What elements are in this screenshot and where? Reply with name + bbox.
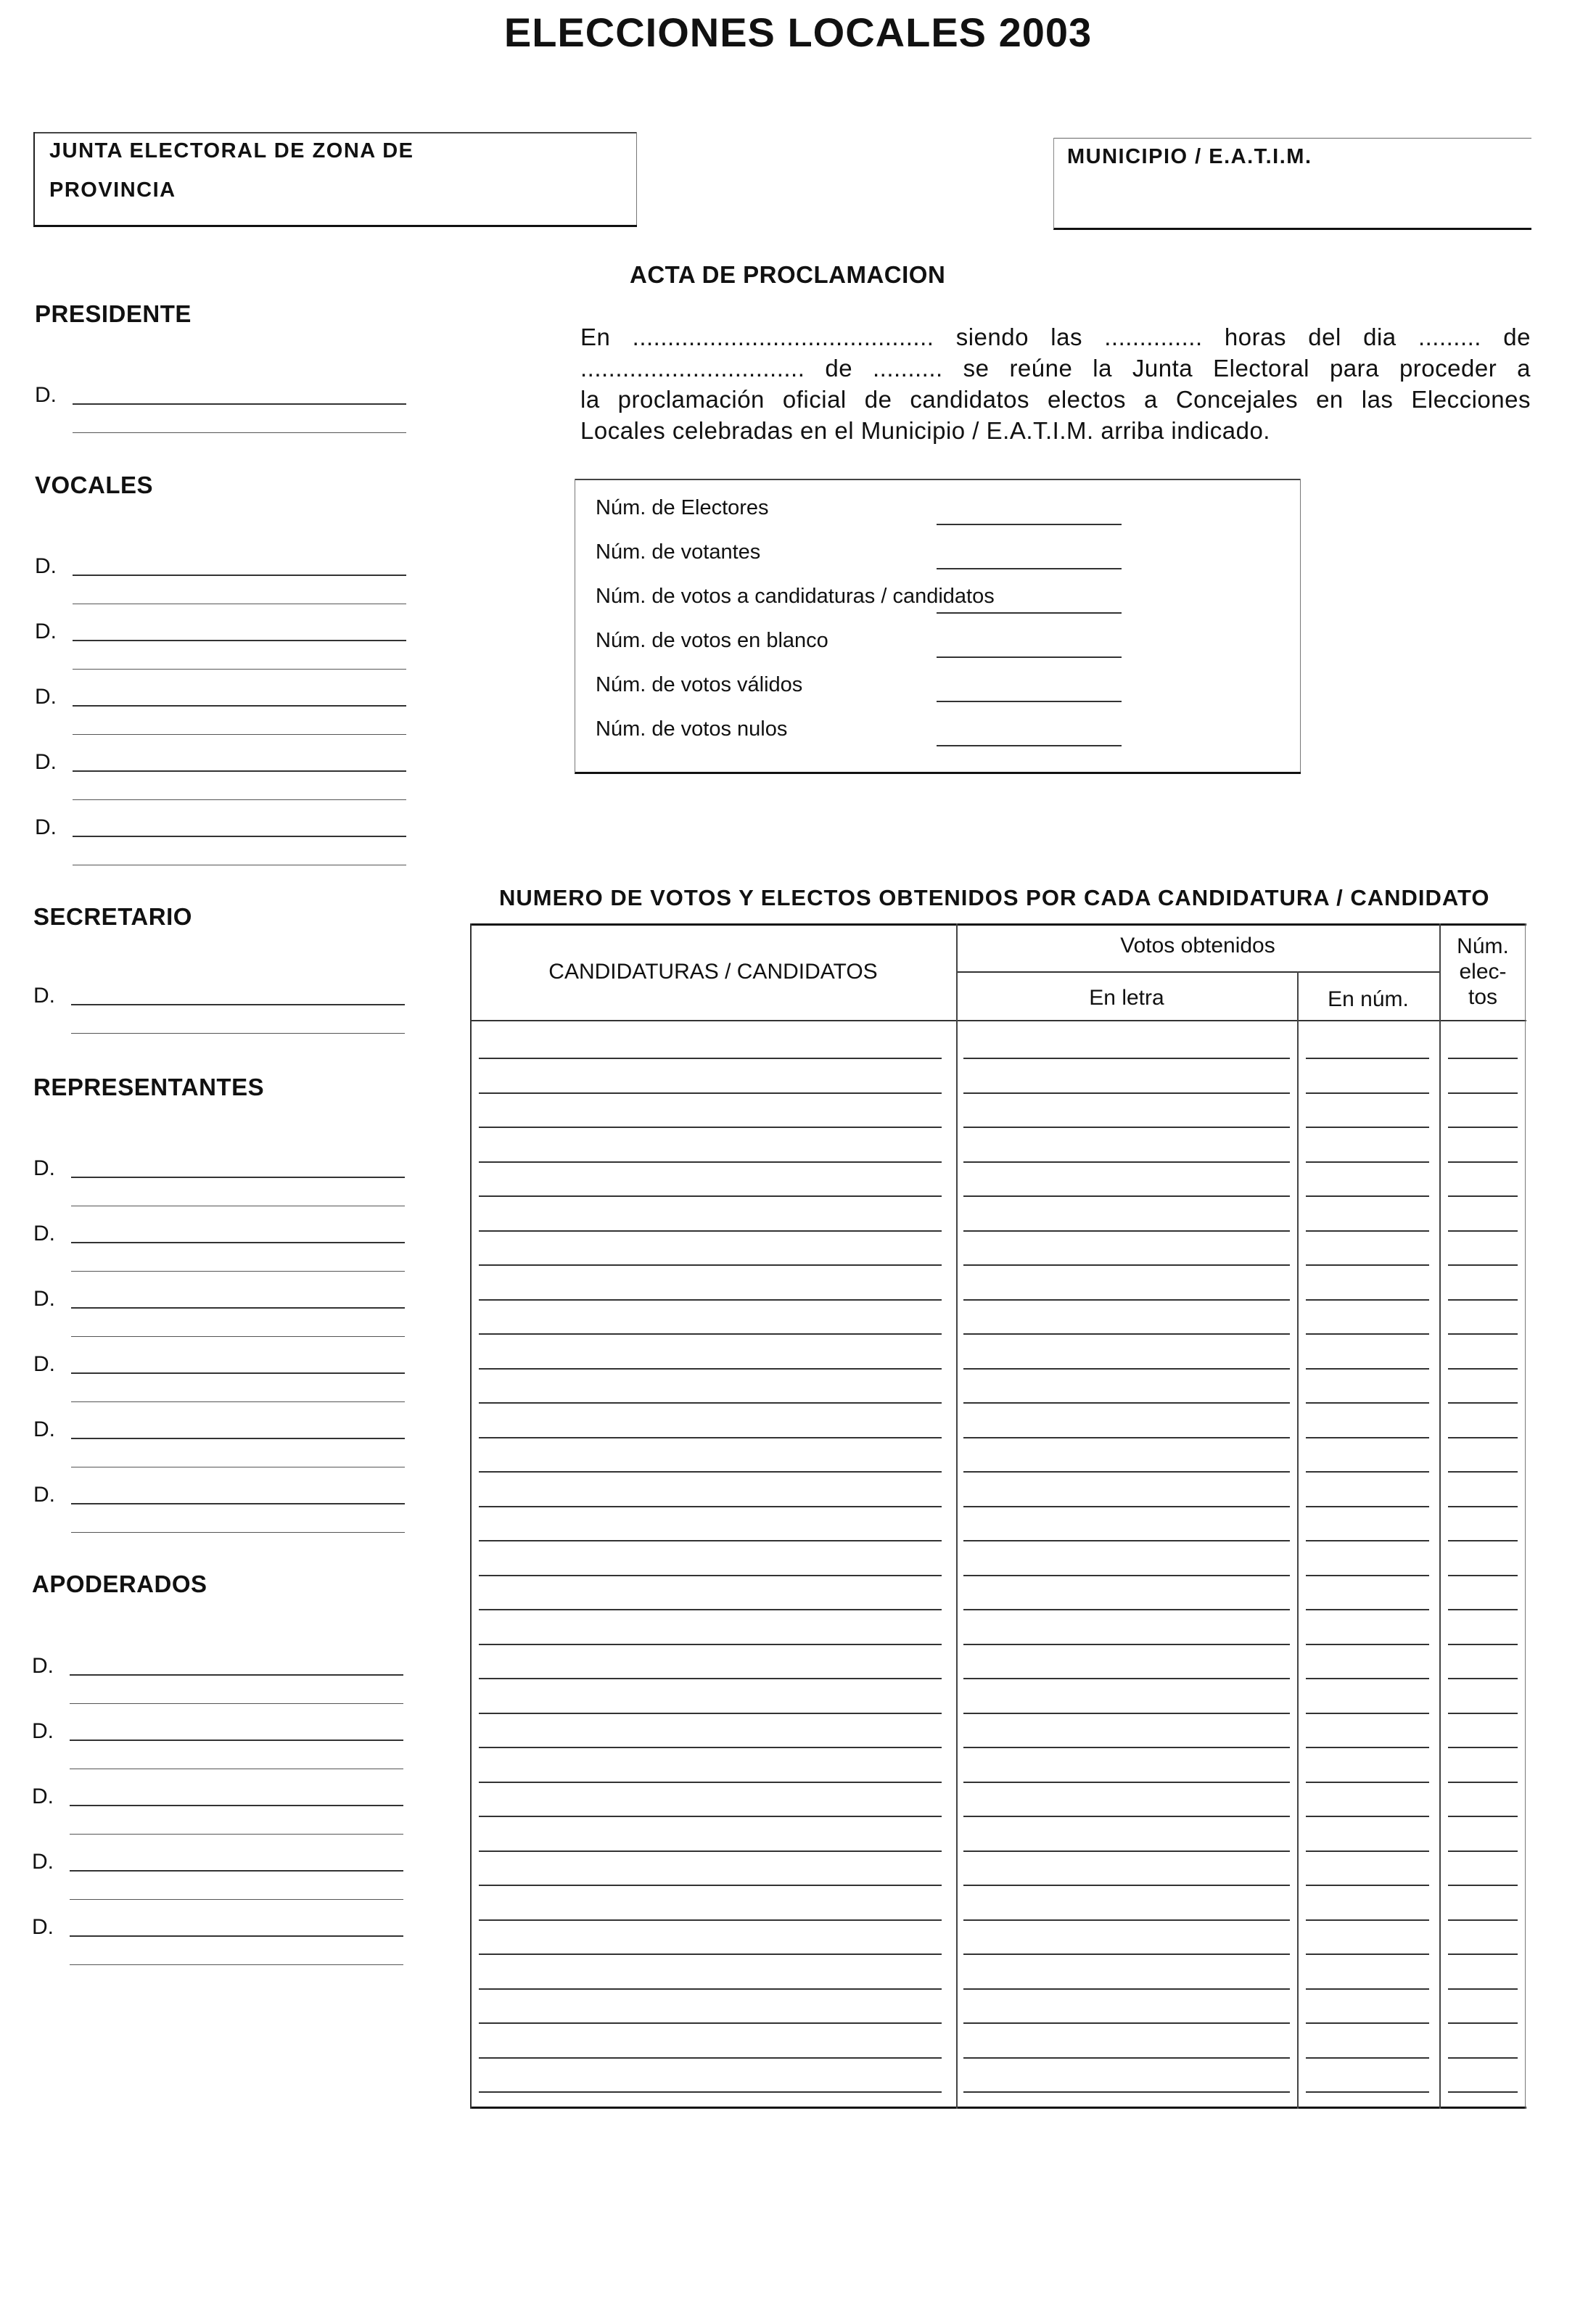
acta-paragraph (580, 321, 1531, 446)
signature-name-line[interactable] (71, 1372, 405, 1374)
table-row-line[interactable] (1306, 1402, 1429, 1404)
signature-name-line[interactable] (73, 770, 406, 772)
table-row-line[interactable] (479, 1609, 942, 1610)
table-row-line[interactable] (1448, 1782, 1518, 1783)
table-row-line[interactable] (1306, 1506, 1429, 1507)
signature-d-label: D. (33, 1222, 55, 1246)
table-row-line[interactable] (1306, 1058, 1429, 1059)
table-row-line[interactable] (479, 1127, 942, 1128)
table-row-line[interactable] (1306, 2091, 1429, 2093)
signature-d-label: D. (33, 1483, 55, 1507)
table-row-line[interactable] (1448, 1850, 1518, 1852)
table-row-line[interactable] (1448, 1609, 1518, 1610)
table-row-line[interactable] (963, 1230, 1290, 1232)
table-row-line[interactable] (479, 1540, 942, 1541)
table-row-line[interactable] (479, 1816, 942, 1817)
table-row-line[interactable] (963, 1713, 1290, 1714)
signature-d-label: D. (33, 1352, 55, 1376)
table-row-line[interactable] (1306, 1816, 1429, 1817)
table-row-line[interactable] (1448, 1919, 1518, 1921)
count-label: Núm. de Electores (596, 496, 769, 519)
table-row-line[interactable] (479, 1575, 942, 1576)
table-row-line[interactable] (1306, 1299, 1429, 1301)
signature-name-line[interactable] (70, 1740, 403, 1741)
signature-name-line[interactable] (71, 1242, 405, 1243)
table-row-line[interactable] (479, 1953, 942, 1955)
signature-name-line[interactable] (73, 799, 406, 800)
table-row-line[interactable] (1306, 1644, 1429, 1645)
table-row-line[interactable] (1306, 1195, 1429, 1197)
signature-name-line[interactable] (71, 1177, 405, 1178)
table-row-line[interactable] (479, 1713, 942, 1714)
table-row-line[interactable] (479, 1919, 942, 1921)
table-row-line[interactable] (1306, 1127, 1429, 1128)
table-row-line[interactable] (1306, 1540, 1429, 1541)
table-row-line[interactable] (1448, 1988, 1518, 1990)
table-row-line[interactable] (1306, 1953, 1429, 1955)
table-row-line[interactable] (479, 1195, 942, 1197)
table-row-line[interactable] (1306, 1368, 1429, 1370)
table-row-line[interactable] (479, 1782, 942, 1783)
count-label: Núm. de votos nulos (596, 717, 788, 741)
table-row-line[interactable] (963, 1402, 1290, 1404)
count-input-line[interactable] (937, 612, 1122, 614)
count-row (596, 717, 1292, 746)
table-row-line[interactable] (963, 1747, 1290, 1748)
table-row-line[interactable] (963, 2022, 1290, 2024)
document-title: ELECCIONES LOCALES 2003 (503, 9, 1093, 55)
secretario-heading: SECRETARIO (33, 903, 192, 930)
count-input-line[interactable] (937, 745, 1122, 746)
table-row-line[interactable] (1448, 1747, 1518, 1748)
junta-electoral-label: JUNTA ELECTORAL DE ZONA DE (49, 139, 414, 162)
table-row-line[interactable] (1448, 1506, 1518, 1507)
table-row-line[interactable] (963, 1506, 1290, 1507)
table-row-line[interactable] (479, 2022, 942, 2024)
count-input-line[interactable] (937, 524, 1122, 525)
table-row-line[interactable] (1448, 1885, 1518, 1886)
acta-line: En ........................................... siendo las .............. horas del dia ......... de (580, 324, 1531, 350)
table-row-line[interactable] (963, 1127, 1290, 1128)
table-row-line[interactable] (963, 1333, 1290, 1335)
table-row-line[interactable] (1306, 1885, 1429, 1886)
signature-name-line[interactable] (70, 1899, 403, 1900)
table-row-line[interactable] (1306, 1850, 1429, 1852)
table-row-line[interactable] (479, 1850, 942, 1852)
table-row-line[interactable] (963, 1092, 1290, 1094)
count-input-line[interactable] (937, 568, 1122, 569)
signature-d-label: D. (35, 383, 57, 407)
table-row-line[interactable] (963, 2057, 1290, 2059)
signature-name-line[interactable] (70, 1834, 403, 1835)
table-row-line[interactable] (1306, 1919, 1429, 1921)
signature-d-label: D. (33, 1287, 55, 1311)
table-row-line[interactable] (1448, 1333, 1518, 1335)
table-row-line[interactable] (479, 1437, 942, 1438)
signature-d-label: D. (32, 1654, 54, 1678)
table-row-line[interactable] (1448, 1230, 1518, 1232)
table-row-line[interactable] (479, 1333, 942, 1335)
signature-d-label: D. (35, 554, 57, 578)
signature-name-line[interactable] (70, 1870, 403, 1872)
count-label: Núm. de votantes (596, 540, 761, 564)
table-row-line[interactable] (963, 1850, 1290, 1852)
table-row-line[interactable] (1306, 1333, 1429, 1335)
table-row-line[interactable] (1448, 2057, 1518, 2059)
table-row-line[interactable] (963, 1678, 1290, 1679)
table-row-line[interactable] (963, 1368, 1290, 1370)
table-row-line[interactable] (1306, 1713, 1429, 1714)
signature-name-line[interactable] (71, 1004, 405, 1005)
results-title: NUMERO DE VOTOS Y ELECTOS OBTENIDOS POR CADA CANDIDATURA / CANDIDATO (499, 885, 1490, 910)
signature-name-line[interactable] (71, 1532, 405, 1533)
table-row-line[interactable] (1306, 1161, 1429, 1163)
municipio-box (1053, 138, 1531, 230)
signature-d-label: D. (32, 1719, 54, 1743)
table-row-line[interactable] (1448, 1953, 1518, 1955)
junta-electoral-box (33, 132, 637, 227)
column-header-votos-obtenidos: Votos obtenidos (1120, 934, 1275, 958)
table-row-line[interactable] (1448, 1816, 1518, 1817)
count-row (596, 673, 1292, 702)
count-label: Núm. de votos válidos (596, 673, 803, 696)
table-row-line[interactable] (963, 1161, 1290, 1163)
signature-d-label: D. (35, 815, 57, 839)
table-row-line[interactable] (1306, 2022, 1429, 2024)
table-row-line[interactable] (963, 1575, 1290, 1576)
table-row-line[interactable] (963, 1540, 1290, 1541)
table-row-line[interactable] (479, 1264, 942, 1266)
table-row-line[interactable] (1448, 1678, 1518, 1679)
table-row-line[interactable] (1448, 1368, 1518, 1370)
count-row (596, 496, 1292, 525)
signature-d-label: D. (35, 685, 57, 709)
table-row-line[interactable] (963, 1058, 1290, 1059)
signature-name-line[interactable] (71, 1401, 405, 1402)
table-row-line[interactable] (1306, 1782, 1429, 1783)
table-row-line[interactable] (479, 1058, 942, 1059)
signature-name-line[interactable] (73, 836, 406, 837)
table-row-line[interactable] (1448, 1092, 1518, 1094)
table-row-line[interactable] (1306, 1988, 1429, 1990)
table-row-line[interactable] (1306, 1230, 1429, 1232)
signature-d-label: D. (32, 1784, 54, 1808)
table-row-line[interactable] (1306, 1471, 1429, 1473)
count-input-line[interactable] (937, 701, 1122, 702)
table-row-line[interactable] (479, 1678, 942, 1679)
signature-name-line[interactable] (73, 640, 406, 641)
signature-name-line[interactable] (73, 403, 406, 405)
table-row-line[interactable] (479, 1747, 942, 1748)
table-row-line[interactable] (1306, 1678, 1429, 1679)
table-row-line[interactable] (479, 1230, 942, 1232)
acta-line: Locales celebradas en el Municipio / E.A.T.I.M. arriba indicado. (580, 417, 1270, 444)
signature-name-line[interactable] (71, 1307, 405, 1309)
acta-line: la proclamación oficial de candidatos electos a Concejales en las Elecciones (580, 386, 1531, 413)
table-row-line[interactable] (963, 1437, 1290, 1438)
table-row-line[interactable] (963, 1953, 1290, 1955)
table-row-line[interactable] (1448, 1540, 1518, 1541)
signature-name-line[interactable] (73, 734, 406, 735)
signature-name-line[interactable] (70, 1805, 403, 1806)
representantes-heading: REPRESENTANTES (33, 1074, 265, 1100)
table-row-line[interactable] (1306, 1747, 1429, 1748)
apoderados-heading: APODERADOS (32, 1570, 207, 1597)
signature-d-label: D. (35, 619, 57, 643)
signature-name-line[interactable] (70, 1703, 403, 1704)
table-row-line[interactable] (479, 1644, 942, 1645)
vote-counts-box (575, 479, 1301, 774)
table-row-line[interactable] (963, 1988, 1290, 1990)
table-row-line[interactable] (479, 1988, 942, 1990)
column-header-num-electos (1439, 934, 1526, 1010)
table-row-line[interactable] (963, 1195, 1290, 1197)
signature-d-label: D. (33, 1417, 55, 1441)
table-row-line[interactable] (479, 1299, 942, 1301)
table-row-line[interactable] (963, 1609, 1290, 1610)
count-label: Núm. de votos a candidaturas / candidatos (596, 585, 995, 608)
table-row-line[interactable] (1448, 1058, 1518, 1059)
signature-name-line[interactable] (70, 1964, 403, 1965)
table-row-line[interactable] (1306, 1092, 1429, 1094)
table-row-line[interactable] (479, 1471, 942, 1473)
table-row-line[interactable] (479, 1368, 942, 1370)
table-row-line[interactable] (1448, 1299, 1518, 1301)
table-row-line[interactable] (1306, 1575, 1429, 1576)
table-row-line[interactable] (963, 1782, 1290, 1783)
table-row-line[interactable] (963, 1299, 1290, 1301)
municipio-label: MUNICIPIO / E.A.T.I.M. (1067, 145, 1312, 168)
column-header-line: Núm. (1457, 934, 1509, 958)
table-row-line[interactable] (1448, 1161, 1518, 1163)
table-row-line[interactable] (1306, 2057, 1429, 2059)
table-row-line[interactable] (1448, 1127, 1518, 1128)
table-row-line[interactable] (1448, 2022, 1518, 2024)
column-header-en-num: En núm. (1328, 987, 1409, 1011)
column-header-en-letra: En letra (1089, 986, 1164, 1010)
signature-name-line[interactable] (73, 575, 406, 576)
signature-name-line[interactable] (73, 669, 406, 670)
table-row-line[interactable] (963, 1816, 1290, 1817)
results-table (470, 923, 1526, 2109)
count-input-line[interactable] (937, 656, 1122, 658)
table-row-line[interactable] (1448, 1402, 1518, 1404)
table-row-line[interactable] (1448, 1575, 1518, 1576)
signature-d-label: D. (33, 984, 55, 1008)
signature-d-label: D. (35, 750, 57, 774)
table-row-line[interactable] (1306, 1437, 1429, 1438)
acta-title: ACTA DE PROCLAMACION (630, 261, 946, 288)
table-row-line[interactable] (1306, 1609, 1429, 1610)
provincia-label: PROVINCIA (49, 178, 176, 202)
table-row-line[interactable] (963, 1885, 1290, 1886)
table-row-line[interactable] (1448, 1195, 1518, 1197)
signature-name-line[interactable] (71, 1503, 405, 1504)
table-row-line[interactable] (479, 1402, 942, 1404)
count-row (596, 585, 1292, 614)
signature-name-line[interactable] (71, 1271, 405, 1272)
signature-name-line[interactable] (71, 1336, 405, 1337)
table-row-line[interactable] (1448, 1471, 1518, 1473)
signature-name-line[interactable] (71, 1438, 405, 1439)
vocales-heading: VOCALES (35, 472, 154, 498)
signature-name-line[interactable] (73, 705, 406, 707)
table-row-line[interactable] (963, 1471, 1290, 1473)
signature-name-line[interactable] (70, 1674, 403, 1676)
signature-d-label: D. (32, 1915, 54, 1939)
table-row-line[interactable] (479, 1161, 942, 1163)
table-row-line[interactable] (963, 2091, 1290, 2093)
signature-name-line[interactable] (71, 1033, 405, 1034)
signature-name-line[interactable] (70, 1935, 403, 1937)
table-row-line[interactable] (479, 1885, 942, 1886)
column-header-line: tos (1468, 985, 1498, 1009)
count-row (596, 540, 1292, 569)
signature-d-label: D. (32, 1850, 54, 1874)
table-row-line[interactable] (963, 1644, 1290, 1645)
table-row-line[interactable] (1448, 2091, 1518, 2093)
presidente-heading: PRESIDENTE (35, 300, 192, 327)
acta-line: ................................ de .......... se reúne la Junta Electoral para proceder a (580, 355, 1531, 382)
count-label: Núm. de votos en blanco (596, 629, 828, 652)
column-header-line: elec- (1459, 960, 1507, 984)
table-row-line[interactable] (479, 2091, 942, 2093)
table-row-line[interactable] (479, 1092, 942, 1094)
table-row-line[interactable] (963, 1264, 1290, 1266)
table-row-line[interactable] (1448, 1264, 1518, 1266)
table-row-line[interactable] (1306, 1264, 1429, 1266)
table-row-line[interactable] (479, 2057, 942, 2059)
signature-d-label: D. (33, 1156, 55, 1180)
column-header-candidaturas: CANDIDATURAS / CANDIDATOS (548, 960, 878, 984)
count-row (596, 629, 1292, 658)
signature-name-line[interactable] (73, 432, 406, 433)
table-row-line[interactable] (479, 1506, 942, 1507)
table-row-line[interactable] (1448, 1644, 1518, 1645)
table-row-line[interactable] (963, 1919, 1290, 1921)
table-row-line[interactable] (1448, 1713, 1518, 1714)
table-row-line[interactable] (1448, 1437, 1518, 1438)
